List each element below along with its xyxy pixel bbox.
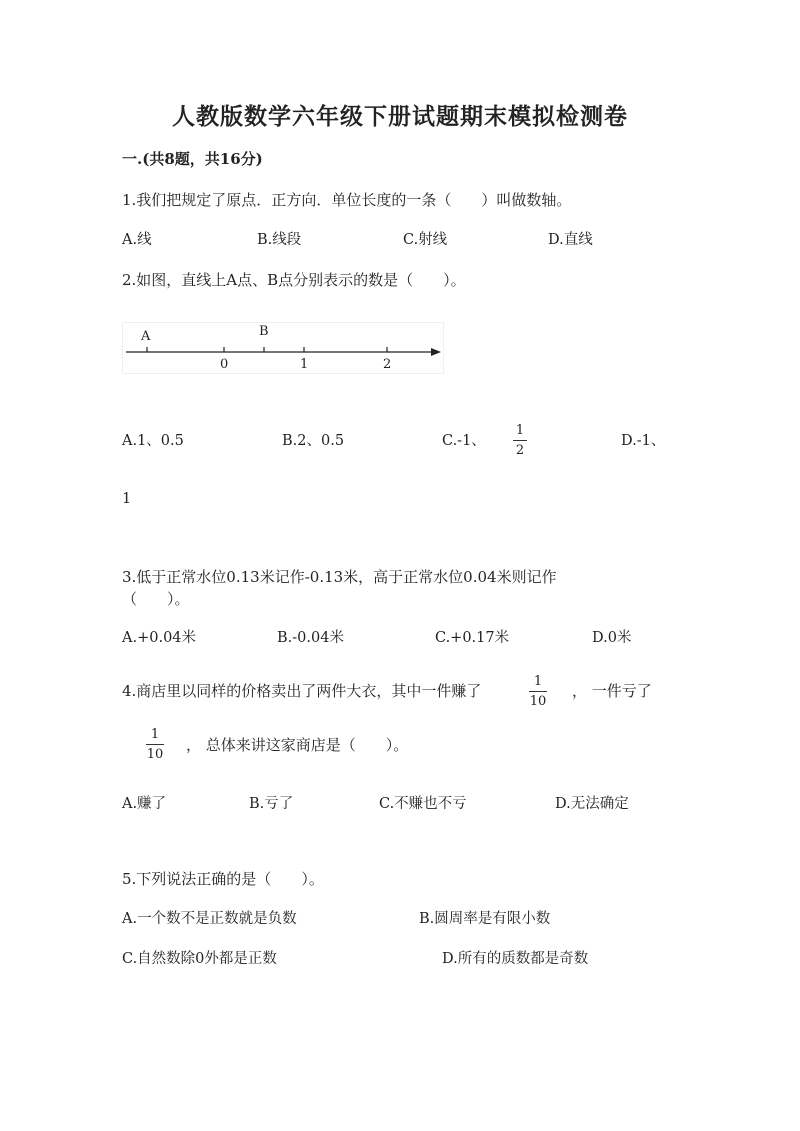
point-b-label: B bbox=[259, 324, 269, 339]
question-2-option-c-fraction bbox=[513, 423, 527, 458]
question-3-text: 3.低于正常水位0.13米记作-0.13米，高于正常水位0.04米则记作 bbox=[122, 568, 557, 586]
fraction-bar bbox=[529, 691, 547, 692]
question-1-option-a[interactable]: A.线 bbox=[122, 232, 152, 248]
question-3-option-d[interactable]: D.0米 bbox=[592, 630, 632, 646]
tick-label-0: 0 bbox=[220, 357, 229, 372]
question-5-text: 5.下列说法正确的是（ ）。 bbox=[122, 870, 324, 888]
question-5-option-d[interactable]: D.所有的质数都是奇数 bbox=[442, 951, 589, 967]
page-title: 人教版数学六年级下册试题期末模拟检测卷 bbox=[172, 103, 628, 130]
tick-label-1: 1 bbox=[300, 357, 309, 372]
number-line-arrow bbox=[431, 348, 441, 356]
question-4-option-b[interactable]: B.亏了 bbox=[249, 796, 294, 812]
fraction-bar bbox=[146, 744, 164, 745]
question-2-option-c[interactable]: C.-1、 bbox=[442, 433, 486, 449]
question-1-text: 1.我们把规定了原点．正方向．单位长度的一条（ ）叫做数轴。 bbox=[122, 191, 572, 209]
question-3-text-continued: （ ）。 bbox=[122, 590, 190, 608]
question-3-option-b[interactable]: B.-0.04米 bbox=[277, 630, 344, 646]
fraction-numerator: 1 bbox=[533, 674, 543, 689]
question-3-option-a[interactable]: A.+0.04米 bbox=[122, 630, 197, 646]
question-1-option-d[interactable]: D.直线 bbox=[548, 232, 593, 248]
question-5-option-b[interactable]: B.圆周率是有限小数 bbox=[419, 911, 551, 927]
question-2-text: 2.如图，直线上A点、B点分别表示的数是（ ）。 bbox=[122, 271, 466, 289]
question-2-option-d[interactable]: D.-1、 bbox=[621, 433, 666, 449]
question-4-fraction-1 bbox=[529, 674, 547, 709]
question-4-text: 4.商店里以同样的价格卖出了两件大衣，其中一件赚了 bbox=[122, 682, 482, 700]
question-4-option-a[interactable]: A.赚了 bbox=[122, 796, 167, 812]
fraction-denominator: 10 bbox=[146, 747, 164, 762]
tick-label-2: 2 bbox=[383, 357, 392, 372]
number-line-svg bbox=[123, 323, 443, 373]
question-2-option-a[interactable]: A.1、0.5 bbox=[122, 433, 184, 449]
question-2-option-d-continued: 1 bbox=[122, 491, 132, 507]
question-1-option-c[interactable]: C.射线 bbox=[403, 232, 448, 248]
fraction-numerator: 1 bbox=[515, 423, 525, 438]
question-4-fraction-2 bbox=[146, 727, 164, 762]
question-5-option-c[interactable]: C.自然数除0外都是正数 bbox=[122, 951, 277, 967]
question-1-option-b[interactable]: B.线段 bbox=[257, 232, 302, 248]
question-4-text-end: ， 总体来讲这家商店是（ ）。 bbox=[186, 736, 409, 754]
question-4-text-middle: ， 一件亏了 bbox=[572, 682, 652, 700]
point-a-label: A bbox=[141, 329, 151, 344]
fraction-denominator: 2 bbox=[515, 443, 525, 458]
fraction-bar bbox=[513, 440, 527, 441]
fraction-numerator: 1 bbox=[150, 727, 160, 742]
question-2-option-b[interactable]: B.2、0.5 bbox=[282, 433, 345, 449]
question-4-option-d[interactable]: D.无法确定 bbox=[555, 796, 629, 812]
question-3-option-c[interactable]: C.+0.17米 bbox=[435, 630, 510, 646]
question-4-option-c[interactable]: C.不赚也不亏 bbox=[379, 796, 467, 812]
number-line-figure bbox=[122, 322, 444, 374]
question-5-option-a[interactable]: A.一个数不是正数就是负数 bbox=[122, 911, 297, 927]
fraction-denominator: 10 bbox=[529, 694, 547, 709]
section-heading: 一.(共8题，共16分) bbox=[122, 150, 263, 168]
